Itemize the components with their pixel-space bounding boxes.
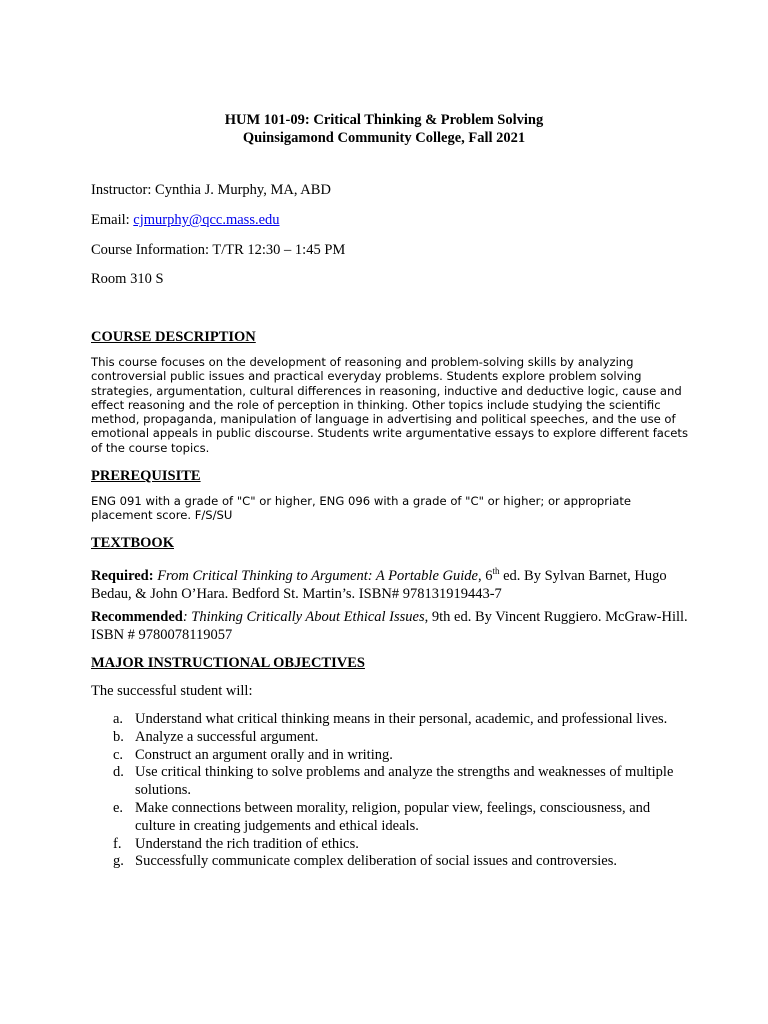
course-info-line: Course Information: T/TR 12:30 – 1:45 PM	[91, 242, 346, 258]
objective-text: Understand the rich tradition of ethics.	[135, 835, 359, 852]
objective-marker: a.	[113, 711, 124, 727]
objective-item	[91, 800, 691, 836]
objective-item	[91, 836, 691, 854]
textbook-heading: TEXTBOOK	[91, 535, 174, 551]
course-description-heading: COURSE DESCRIPTION	[91, 329, 256, 345]
required-details: ed. By Sylvan Barnet, Hugo Bedau, & John O’Hara. Bedford St. Martin’s. ISBN# 978131919443-7	[91, 567, 667, 602]
recommended-colon: :	[182, 609, 188, 625]
objectives-list	[91, 711, 691, 871]
objectives-intro: The successful student will:	[91, 683, 253, 699]
required-title: From Critical Thinking to Argument: A Portable Guide	[157, 567, 478, 584]
objective-marker: b.	[113, 728, 124, 745]
email-label: Email:	[91, 212, 134, 228]
document-title	[0, 111, 768, 147]
objective-text: Construct an argument orally and in writing.	[135, 746, 393, 763]
prerequisite-heading: PREREQUISITE	[91, 468, 201, 484]
objectives-heading: MAJOR INSTRUCTIONAL OBJECTIVES	[91, 655, 365, 671]
objective-marker: c.	[113, 746, 124, 763]
objective-item	[91, 853, 691, 871]
email-line	[91, 211, 280, 229]
objective-marker: d.	[113, 764, 124, 781]
required-textbook: Required: From Critical Thinking to Argument: A Portable Guide, 6th ed. By Sylvan Barnet, Hugo Bedau, & John O’Hara. Bedford St. Martin’s. ISBN# 978131919443-7	[91, 566, 667, 602]
recommended-title: Thinking Critically About Ethical Issues	[191, 609, 425, 625]
objective-text: Make connections between morality, religion, popular view, feelings, consciousness, and culture in creating judgements and ethical ideals.	[135, 799, 651, 834]
objective-marker: f.	[113, 835, 122, 852]
college-term: Quinsigamond Community College, Fall 2021	[242, 130, 526, 146]
course-title: HUM 101-09: Critical Thinking & Problem Solving	[224, 112, 544, 128]
objective-marker: g.	[113, 853, 124, 870]
required-edition-suffix: th	[492, 566, 500, 576]
course-description-text: This course focuses on the development of reasoning and problem-solving skills by analyzing controversial public issues and practical everyday problems. Students explore problem solving strategies, argumentation, cultural differences in reasoning, inductive and deductive logic, cause and effect reasoning and the role of perception in thinking. Other topics include studying the scientific method, propaganda, manipulation of language in advertising and political speeches, and the use of emotional appeals in public discourse. Students write argumentative essays to explore different facets of the course topics.	[91, 355, 688, 455]
objective-item	[91, 711, 691, 729]
required-edition-number: 6	[485, 567, 493, 584]
recommended-textbook	[91, 608, 691, 644]
recommended-details: , 9th ed. By Vincent Ruggiero. McGraw-Hill. ISBN # 9780078119057	[91, 609, 688, 643]
room-line: Room 310 S	[91, 271, 164, 287]
required-label: Required:	[91, 567, 154, 584]
prerequisite-text: ENG 091 with a grade of "C" or higher, ENG 096 with a grade of "C" or higher; or appropriate placement score. F/S/SU	[91, 494, 632, 523]
objective-text: Successfully communicate complex deliberation of social issues and controversies.	[135, 853, 617, 870]
objective-item	[91, 747, 691, 765]
recommended-label: Recommended	[91, 609, 183, 625]
instructor-line: Instructor: Cynthia J. Murphy, MA, ABD	[91, 182, 331, 198]
email-link[interactable]: cjmurphy@qcc.mass.edu	[133, 212, 280, 228]
objective-item	[91, 729, 691, 747]
objective-text: Analyze a successful argument.	[135, 728, 319, 745]
objective-text: Use critical thinking to solve problems and analyze the strengths and weaknesses of multiple solutions.	[135, 764, 674, 799]
objective-text: Understand what critical thinking means in their personal, academic, and professional lives.	[135, 711, 668, 727]
objective-marker: e.	[113, 799, 124, 816]
objective-item	[91, 764, 691, 800]
